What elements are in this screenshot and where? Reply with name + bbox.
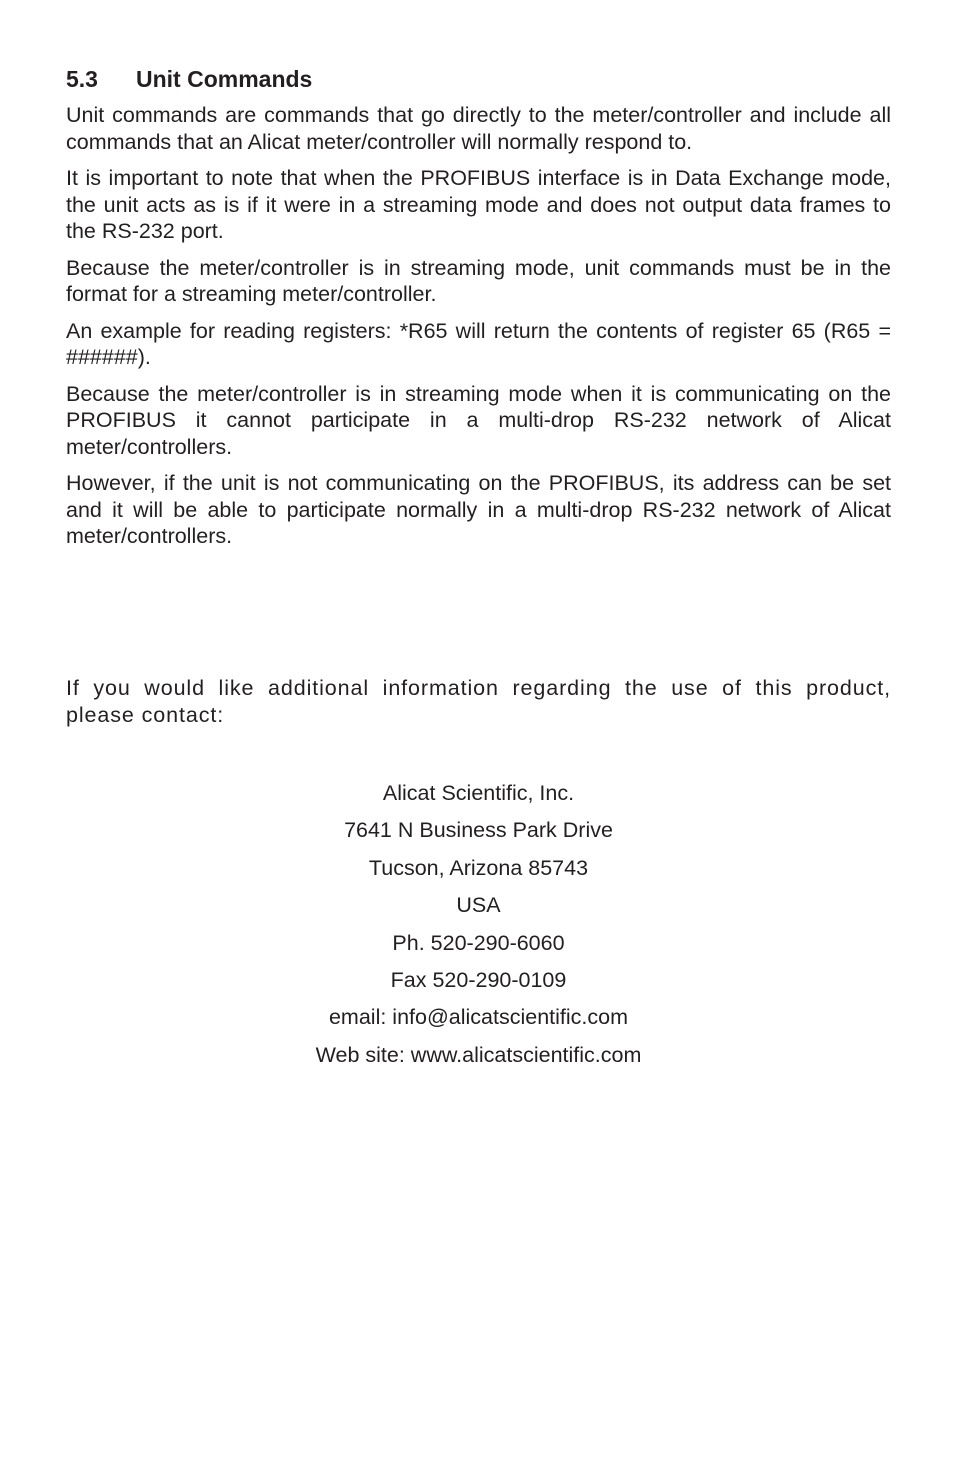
paragraph-multidrop-limitation: Because the meter/controller is in streaming mode when it is communicating on the PROFIBUS it cannot participate in a multi-drop RS-232 network of Alicat meter/controllers. (66, 381, 891, 459)
fax-number: Fax 520-290-0109 (390, 967, 567, 992)
country: USA (456, 893, 501, 918)
section-heading (66, 62, 891, 96)
street-address: 7641 N Business Park Drive (344, 818, 613, 843)
paragraph-multidrop-normal: However, if the unit is not communicating on the PROFIBUS, its address can be set and it will be able to participate normally in a multi-drop RS-232 network of Alicat meter/controllers. (66, 471, 891, 548)
phone-number: Ph. 520-290-6060 (392, 930, 565, 955)
email-address: email: info@alicatscientific.com (328, 1005, 629, 1030)
section-title: Unit Commands (136, 66, 313, 92)
city-state-zip: Tucson, Arizona 85743 (368, 855, 589, 880)
website-address: Web site: www.alicatscientific.com (315, 1042, 642, 1067)
contact-address-block (66, 777, 891, 1076)
paragraph-unit-commands-definition: Unit commands are commands that go directly to the meter/controller and include all commands that an Alicat meter/controller will normally respond to. (66, 103, 891, 154)
manual-page (66, 62, 891, 560)
contact-intro: If you would like additional information regarding the use of this product, please contact: (66, 676, 891, 727)
paragraph-data-exchange-mode: It is important to note that when the PROFIBUS interface is in Data Exchange mode, the unit acts as is if it were in a streaming mode and does not output data frames to the RS-232 port. (66, 166, 891, 243)
company-name: Alicat Scientific, Inc. (382, 781, 575, 805)
paragraph-register-example: An example for reading registers: *R65 will return the contents of register 65 (R65 = ######). (66, 318, 891, 369)
paragraph-streaming-format: Because the meter/controller is in streaming mode, unit commands must be in the format for a streaming meter/controller. (66, 255, 891, 306)
section-number: 5.3 (66, 66, 98, 92)
